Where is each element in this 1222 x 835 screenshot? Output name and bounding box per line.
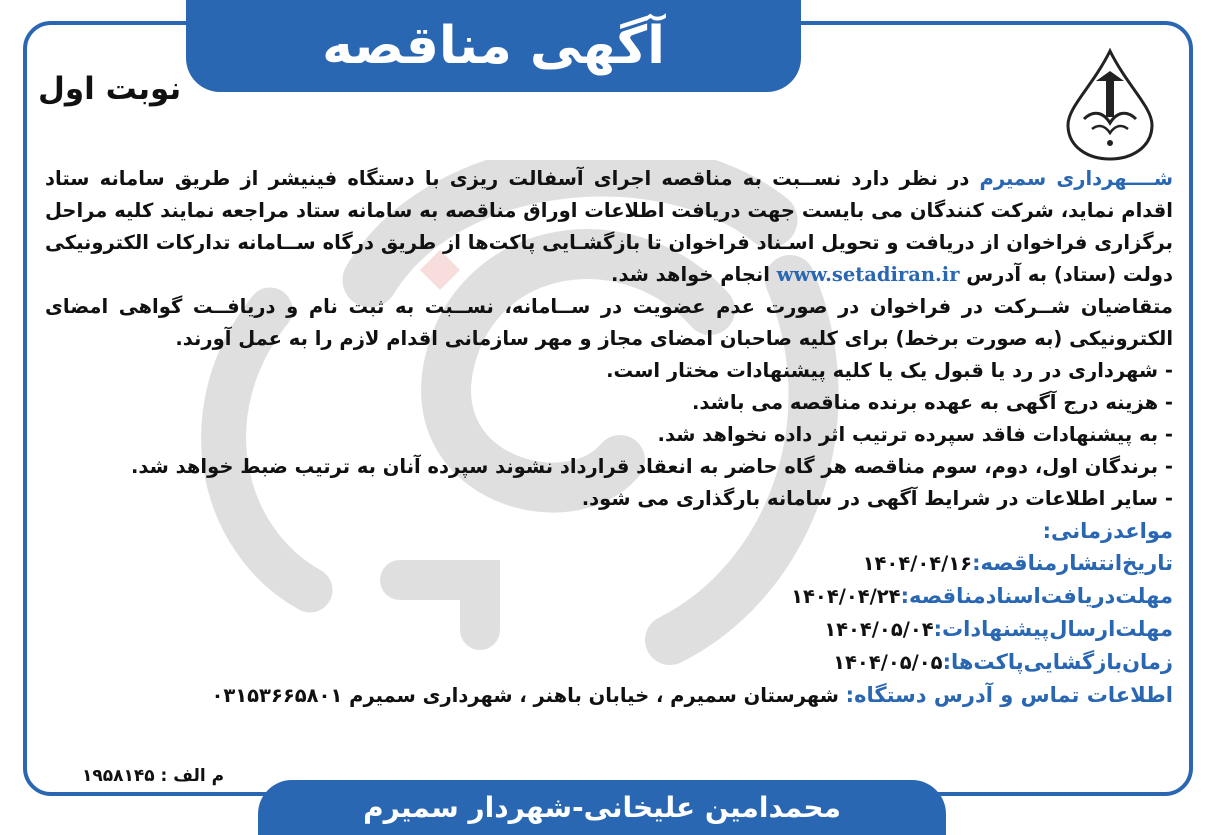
intro-text-1: در نظر دارد نســبت به xyxy=(732,167,980,190)
tender-subject: مناقصه اجرای آسفالت ریزی با دستگاه فینیشر xyxy=(268,167,733,190)
notice-title: آگهی مناقصه xyxy=(322,16,665,76)
applicants-paragraph: متقاضیان شــرکت در فراخوان در صورت عدم عضویت در ســامانه، نســبت به ثبت نام و دریافــت گواهی امضای الکترونیکی (به صورت برخط) برای کلیه صاحبان امضای مجاز و مهر سازمانی اقدام لازم را به عمل آورند. xyxy=(45,295,1173,350)
contact-value: شهرستان سمیرم ، خیابان باهنر ، شهرداری سمیرم ۰۳۱۵۳۶۶۵۸۰۱ xyxy=(211,684,846,707)
contact-label: اطلاعات تماس و آدرس دستگاه: xyxy=(845,683,1173,707)
opening-date-value: ۱۴۰۴/۰۵/۰۵ xyxy=(833,651,943,674)
docs-deadline-value: ۱۴۰۴/۰۴/۲۴ xyxy=(791,585,901,608)
bullet-item: - سایر اطلاعات در شرایط آگهی در سامانه بارگذاری می شود. xyxy=(581,487,1173,510)
publish-date-value: ۱۴۰۴/۰۴/۱۶ xyxy=(862,552,973,575)
municipality-logo-icon xyxy=(1062,47,1158,163)
intro-text-3: انجام خواهد شد. xyxy=(611,263,777,286)
mayor-signature: محمدامین علیخانی-شهردار سمیرم xyxy=(363,791,841,824)
docs-deadline-row xyxy=(45,580,1173,613)
notice-body xyxy=(45,163,1173,712)
signature-banner xyxy=(258,780,946,835)
title-banner xyxy=(186,0,801,92)
bullet-item: - به پیشنهادات فاقد سپرده ترتیب اثر داده نخواهد شد. xyxy=(657,423,1173,446)
contact-row xyxy=(45,679,1173,712)
org-name: شــــهرداری سمیرم xyxy=(979,167,1173,190)
opening-date-label: زمان‌بازگشایی‌پاکت‌ها: xyxy=(942,650,1173,674)
submit-deadline-label: مهلت‌ارسال‌پیشنهادات: xyxy=(933,617,1173,641)
setad-url-link[interactable]: www.setadiran.ir xyxy=(776,263,960,286)
submit-deadline-row xyxy=(45,613,1173,646)
publish-date-label: تاریخ‌انتشارمناقصه: xyxy=(972,551,1173,575)
ad-code: م الف : ۱۹۵۸۱۴۵ xyxy=(82,766,225,786)
docs-deadline-label: مهلت‌دریافت‌اسنادمناقصه: xyxy=(900,584,1173,608)
schedule-heading: مواعدزمانی: xyxy=(1042,519,1173,543)
bullet-item: - شهرداری در رد یا قبول یک یا کلیه پیشنهادات مختار است. xyxy=(606,359,1173,382)
bullet-item: - برندگان اول، دوم، سوم مناقصه هر گاه حاضر به انعقاد قرارداد نشوند سپرده آنان به ترتیب ضبط خواهد شد. xyxy=(131,455,1173,478)
intro-text-2: از طریق سامانه ستاد اقدام نماید، شرکت کنندگان می بایست جهت دریافت اطلاعات اوراق مناقصه به سامانه ستاد مراجعه نمایند کلیه مراحل برگزاری فراخوان از دریافت و تحویل اسـناد فراخوان تا بازگشـایی پاکت‌ها از طریق درگاه ســامانه تدارکات الکترونیکی دولت (ستاد) به آدرس xyxy=(45,167,1173,286)
bullet-item: - هزینه درج آگهی به عهده برنده مناقصه می باشد. xyxy=(692,391,1173,414)
submit-deadline-value: ۱۴۰۴/۰۵/۰۴ xyxy=(824,618,934,641)
opening-date-row xyxy=(45,646,1173,679)
intro-paragraph xyxy=(45,163,1173,291)
round-label: نوبت اول xyxy=(38,71,182,107)
publish-date-row xyxy=(45,547,1173,580)
